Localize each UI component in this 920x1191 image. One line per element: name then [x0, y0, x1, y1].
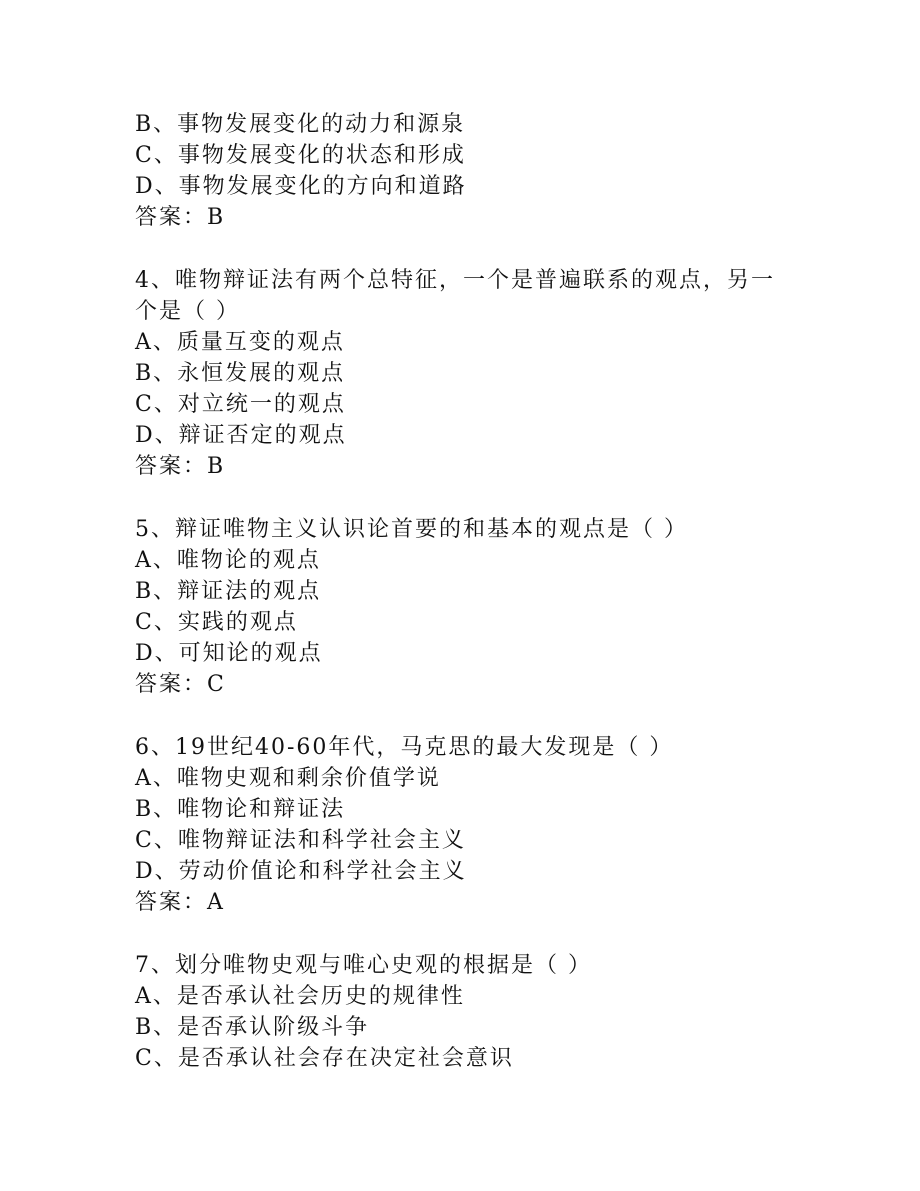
question-title: 7、划分唯物史观与唯心史观的根据是（ ） [135, 953, 592, 978]
option-c: C、是否承认社会存在决定社会意识 [135, 1046, 514, 1071]
option-b: B、唯物论和辩证法 [135, 797, 346, 822]
answer-text: 答案：B [135, 454, 226, 479]
question-title: 5、辩证唯物主义认识论首要的和基本的观点是（ ） [135, 517, 688, 542]
question-6 [135, 732, 795, 918]
option-a: A、是否承认社会历史的规律性 [135, 984, 465, 1009]
document-content [135, 109, 795, 1074]
question-4 [135, 265, 795, 482]
option-c: C、对立统一的观点 [135, 392, 346, 417]
question-5 [135, 514, 795, 700]
option-d: D、事物发展变化的方向和道路 [135, 174, 467, 199]
option-b: B、辩证法的观点 [135, 579, 322, 604]
option-c: C、事物发展变化的状态和形成 [135, 143, 466, 168]
answer-text: 答案：C [135, 672, 226, 697]
option-a: A、唯物论的观点 [135, 548, 321, 573]
question-title: 4、唯物辩证法有两个总特征，一个是普遍联系的观点，另一 [135, 268, 775, 293]
spacer [135, 233, 795, 265]
answer-text: 答案：B [135, 205, 226, 230]
option-d: D、辩证否定的观点 [135, 423, 347, 448]
option-c: C、唯物辩证法和科学社会主义 [135, 828, 466, 853]
question-7 [135, 950, 795, 1074]
option-d: D、劳动价值论和科学社会主义 [135, 859, 467, 884]
spacer [135, 482, 795, 514]
option-a: A、唯物史观和剩余价值学说 [135, 766, 441, 791]
option-d: D、可知论的观点 [135, 641, 323, 666]
option-b: B、永恒发展的观点 [135, 361, 346, 386]
answer-text: 答案：A [135, 890, 225, 915]
spacer [135, 918, 795, 950]
question-title-continued: 个是（ ） [135, 299, 240, 324]
question-title: 6、19世纪40-60年代，马克思的最大发现是（ ） [135, 735, 674, 760]
spacer [135, 700, 795, 732]
option-a: A、质量互变的观点 [135, 330, 345, 355]
option-c: C、实践的观点 [135, 610, 298, 635]
option-b: B、事物发展变化的动力和源泉 [135, 112, 466, 137]
question-3 [135, 109, 795, 233]
option-b: B、是否承认阶级斗争 [135, 1015, 370, 1040]
